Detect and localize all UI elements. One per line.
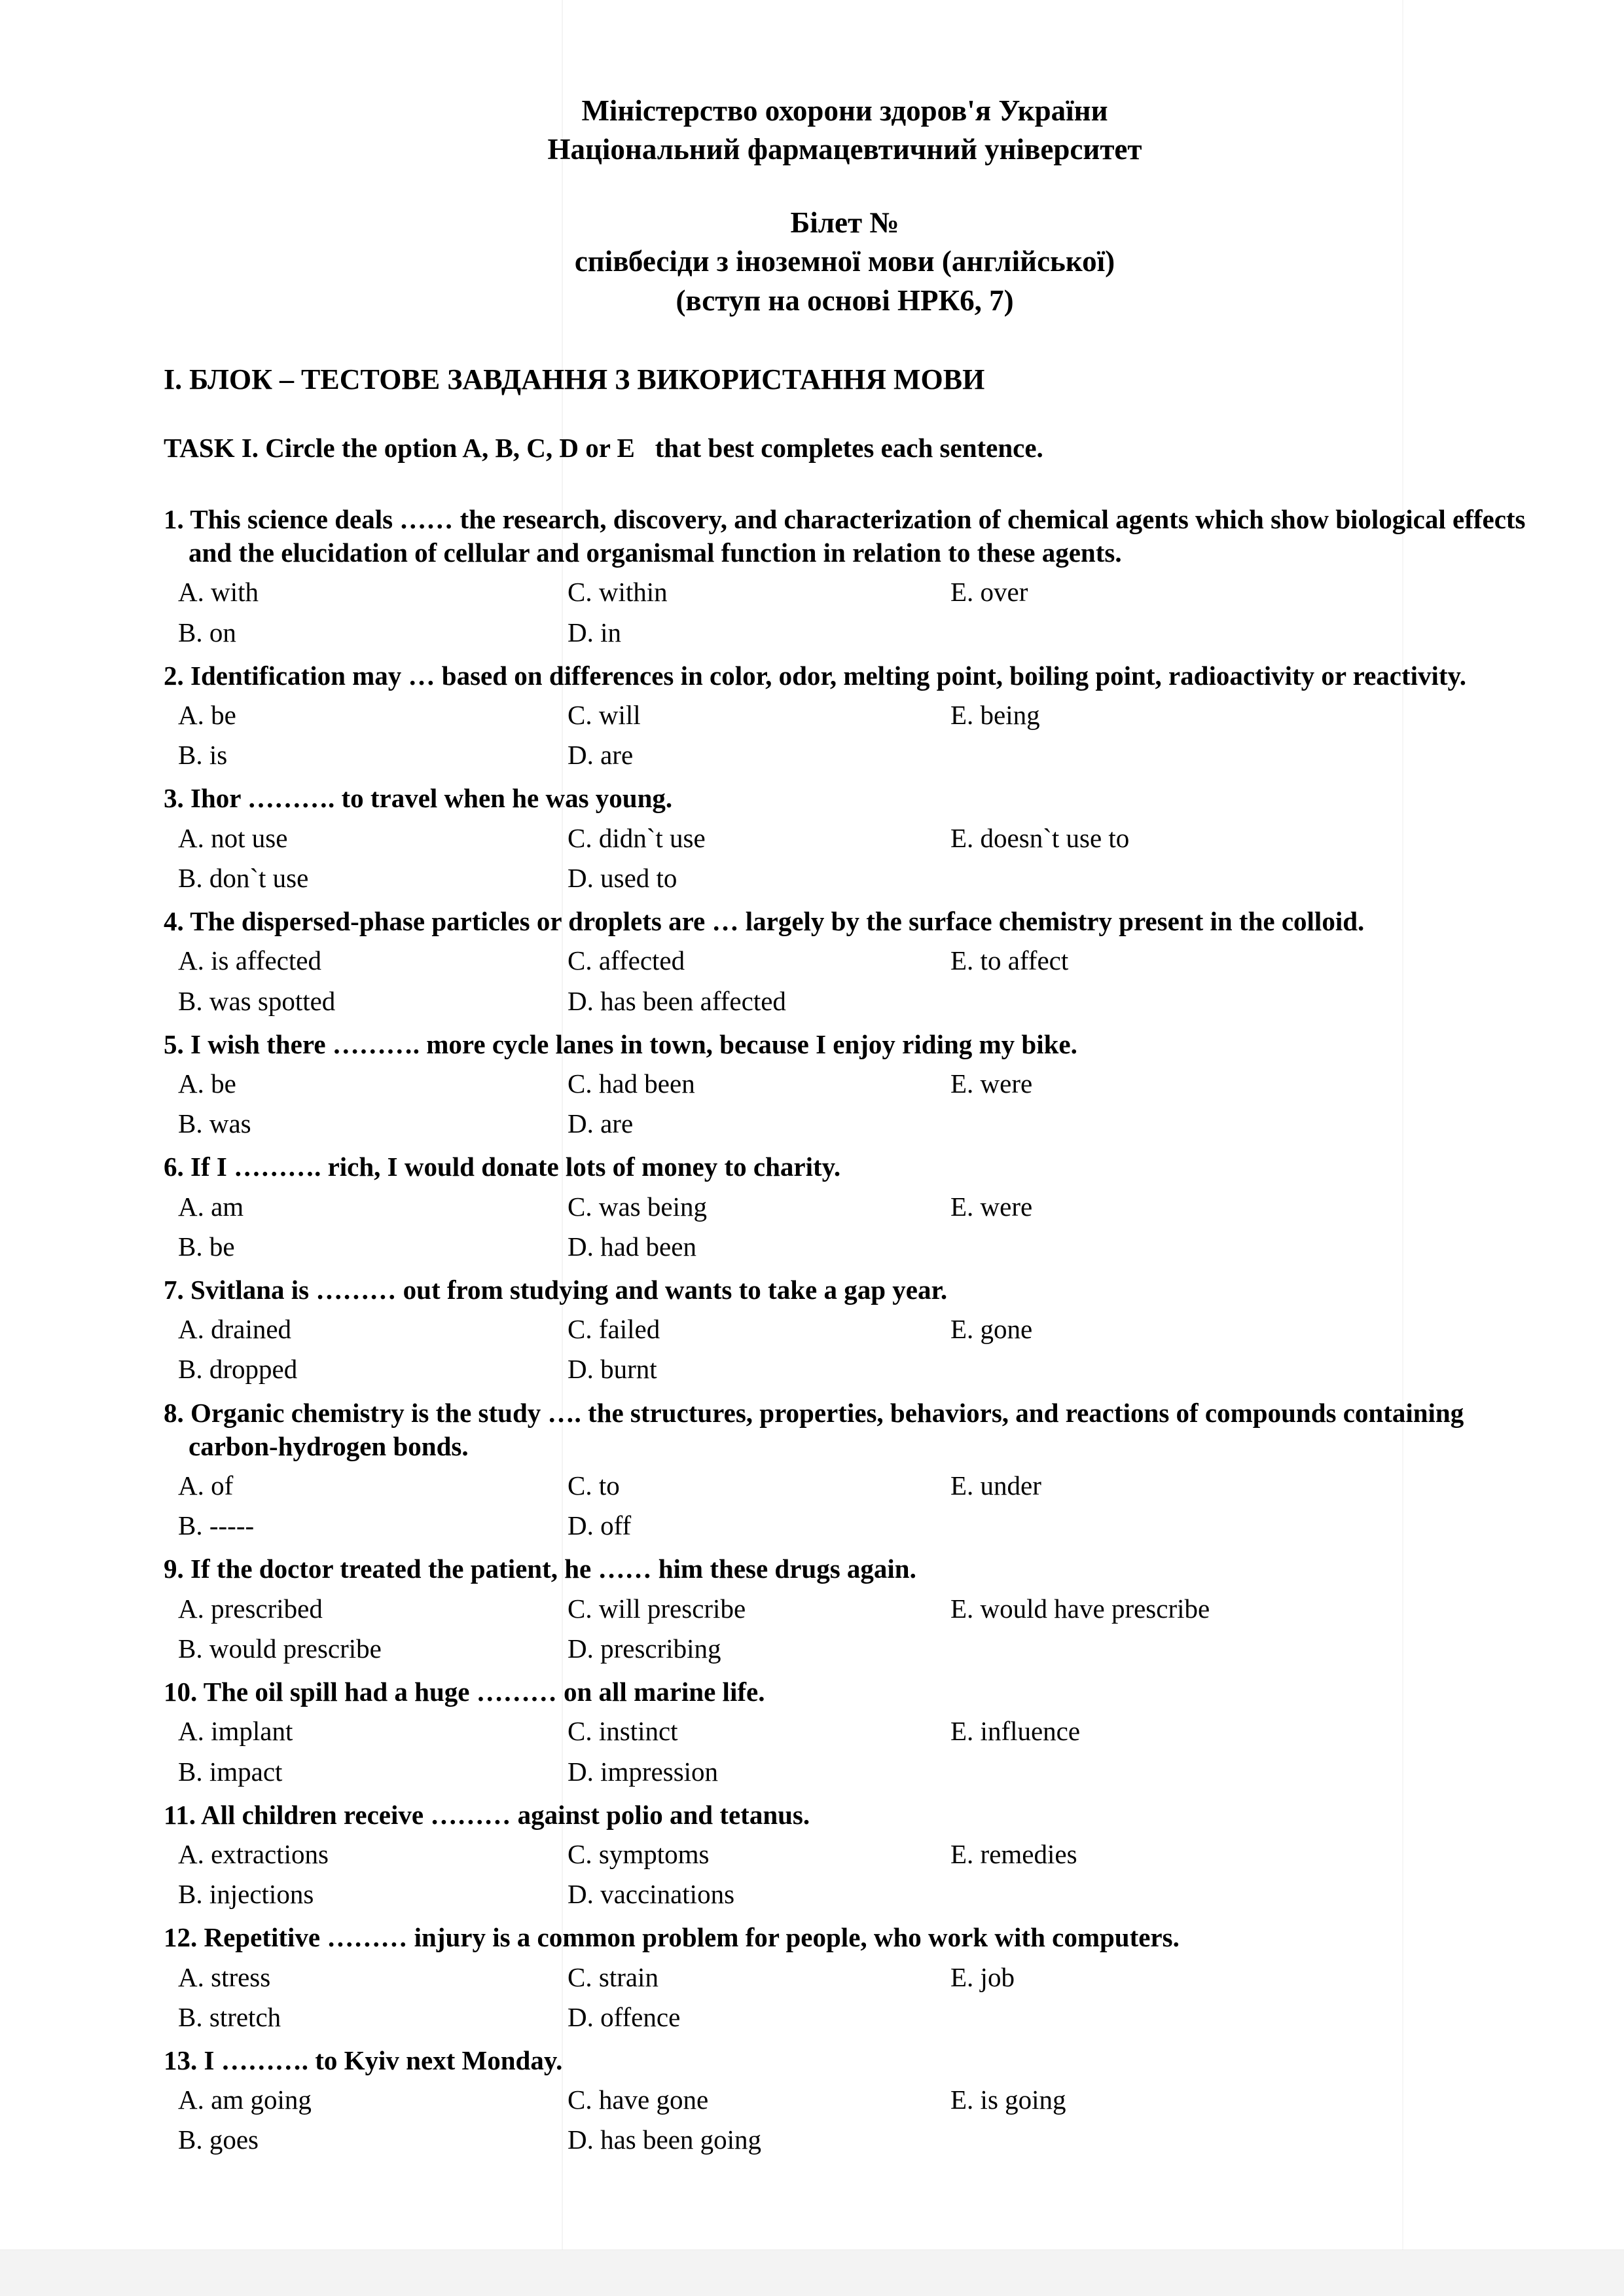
question-block xyxy=(164,1396,1526,1542)
option-D xyxy=(568,1633,950,1665)
university-line: Національний фармацевтичний університет xyxy=(547,133,1142,166)
option-text: is going xyxy=(980,2085,1066,2115)
option-text: with xyxy=(211,577,259,608)
question-number: 12. xyxy=(164,1922,198,1953)
option-text: stress xyxy=(211,1961,271,1992)
option-label: B. xyxy=(178,617,203,647)
question-block xyxy=(164,2044,1526,2157)
option-label: C. xyxy=(568,1314,592,1345)
option-text: goes xyxy=(209,2124,259,2155)
question-text: The oil spill had a huge ……… on all marine life. xyxy=(203,1677,765,1707)
option-A xyxy=(178,1715,568,1747)
option-label: B. xyxy=(178,1633,203,1664)
option-label: D. xyxy=(568,2001,594,2032)
option-text: has been affected xyxy=(600,985,786,1016)
question-stem xyxy=(164,1552,1526,1586)
option-E xyxy=(950,1313,1526,1345)
option-E xyxy=(950,1191,1526,1223)
option-label: E. xyxy=(950,1716,974,1747)
option-label: B. xyxy=(178,1756,203,1787)
option-text: on xyxy=(209,617,236,647)
option-text: is affected xyxy=(211,945,321,976)
options-grid xyxy=(164,2084,1526,2156)
option-text: have gone xyxy=(598,2085,709,2115)
ticket-number-line: Білет № xyxy=(790,206,899,239)
option-label: E. xyxy=(950,577,974,608)
question-stem xyxy=(164,659,1526,693)
option-B xyxy=(178,1510,568,1542)
option-label: B. xyxy=(178,740,203,771)
option-text: under xyxy=(980,1470,1041,1501)
option-label: A. xyxy=(178,1470,204,1501)
option-text: extractions xyxy=(211,1838,329,1869)
option-A xyxy=(178,1593,568,1625)
question-stem xyxy=(164,782,1526,815)
option-B xyxy=(178,1878,568,1910)
option-A xyxy=(178,1470,568,1502)
task-instruction: TASK I. Circle the option A, B, C, D or E that best completes each sentence. xyxy=(164,432,1043,463)
question-stem xyxy=(164,1273,1526,1307)
option-text: being xyxy=(980,700,1040,731)
option-label: D. xyxy=(568,617,594,647)
option-text: were xyxy=(980,1191,1033,1222)
option-E xyxy=(950,576,1526,608)
option-label: B. xyxy=(178,1108,203,1139)
options-grid xyxy=(164,945,1526,1017)
question-block xyxy=(164,659,1526,772)
option-label: C. xyxy=(568,2085,592,2115)
ticket-header xyxy=(164,204,1526,320)
option-D xyxy=(568,739,950,771)
question-text: All children receive ……… against polio and tetanus. xyxy=(201,1799,810,1830)
option-text: am xyxy=(211,1191,244,1222)
question-block xyxy=(164,782,1526,894)
option-label: D. xyxy=(568,1510,594,1541)
question-text: This science deals …… the research, discovery, and characterization of chemical agents which show biological effects and the elucidation of cellular and organismal function in relation to these agents. xyxy=(189,503,1526,568)
option-label: C. xyxy=(568,1191,592,1222)
option-C xyxy=(568,1470,950,1502)
option-label: E. xyxy=(950,2085,974,2115)
option-text: not use xyxy=(211,822,288,853)
question-list xyxy=(164,503,1526,2157)
option-text: would have prescribe xyxy=(980,1593,1210,1624)
option-label: E. xyxy=(950,1314,974,1345)
option-label: E. xyxy=(950,1470,974,1501)
option-E xyxy=(950,1715,1526,1747)
option-text: ----- xyxy=(209,1510,255,1541)
options-grid xyxy=(164,1191,1526,1263)
option-label: C. xyxy=(568,1838,592,1869)
option-B xyxy=(178,2124,568,2156)
question-block xyxy=(164,1150,1526,1263)
option-text: am going xyxy=(211,2085,312,2115)
option-text: in xyxy=(600,617,622,647)
option-B xyxy=(178,985,568,1017)
option-text: burnt xyxy=(600,1354,657,1385)
question-block xyxy=(164,905,1526,1017)
question-number: 3. xyxy=(164,783,184,814)
option-D xyxy=(568,617,950,649)
option-text: injections xyxy=(209,1879,314,1910)
option-label: B. xyxy=(178,1231,203,1262)
option-text: was xyxy=(209,1108,251,1139)
option-label: A. xyxy=(178,1593,204,1624)
option-E xyxy=(950,1961,1526,1994)
option-E xyxy=(950,2084,1526,2116)
option-C xyxy=(568,1593,950,1625)
question-number: 11. xyxy=(164,1799,196,1830)
question-stem xyxy=(164,1150,1526,1184)
option-text: within xyxy=(598,577,668,608)
option-A xyxy=(178,822,568,854)
option-label: D. xyxy=(568,2124,594,2155)
option-A xyxy=(178,1961,568,1994)
option-text: are xyxy=(600,1108,634,1139)
question-stem xyxy=(164,2044,1526,2077)
option-B xyxy=(178,1108,568,1140)
option-label: D. xyxy=(568,1231,594,1262)
question-number: 4. xyxy=(164,906,184,937)
option-label: C. xyxy=(568,1716,592,1747)
option-D xyxy=(568,1878,950,1910)
option-text: vaccinations xyxy=(600,1879,735,1910)
option-label: C. xyxy=(568,1593,592,1624)
option-B xyxy=(178,1633,568,1665)
option-C xyxy=(568,945,950,977)
option-text: over xyxy=(980,577,1028,608)
option-text: instinct xyxy=(598,1716,678,1747)
option-text: drained xyxy=(211,1314,292,1345)
option-A xyxy=(178,576,568,608)
option-label: B. xyxy=(178,1879,203,1910)
question-text: Ihor ………. to travel when he was young. xyxy=(190,783,673,814)
option-text: will prescribe xyxy=(598,1593,746,1624)
question-text: If I ………. rich, I would donate lots of money to charity. xyxy=(190,1152,841,1182)
option-label: A. xyxy=(178,1068,204,1099)
option-D xyxy=(568,1353,950,1385)
option-text: impact xyxy=(209,1756,283,1787)
option-label: A. xyxy=(178,1191,204,1222)
option-label: B. xyxy=(178,1510,203,1541)
option-A xyxy=(178,1068,568,1100)
option-text: symptoms xyxy=(598,1838,710,1869)
question-block xyxy=(164,1675,1526,1788)
option-B xyxy=(178,1353,568,1385)
option-text: used to xyxy=(600,862,677,893)
options-grid xyxy=(164,1068,1526,1140)
question-stem xyxy=(164,1028,1526,1061)
option-label: A. xyxy=(178,1314,204,1345)
option-text: impression xyxy=(600,1756,719,1787)
question-text: Repetitive ……… injury is a common problem for people, who work with computers. xyxy=(204,1922,1180,1953)
option-label: A. xyxy=(178,2085,204,2115)
question-text: I wish there ………. more cycle lanes in town, because I enjoy riding my bike. xyxy=(190,1029,1077,1059)
option-label: A. xyxy=(178,822,204,853)
question-stem xyxy=(164,503,1526,570)
option-E xyxy=(950,1838,1526,1870)
option-text: stretch xyxy=(209,2001,281,2032)
option-label: D. xyxy=(568,1633,594,1664)
options-grid xyxy=(164,1313,1526,1385)
question-block xyxy=(164,1921,1526,2033)
option-D xyxy=(568,1231,950,1263)
option-label: A. xyxy=(178,700,204,731)
option-text: be xyxy=(211,1068,236,1099)
document-header xyxy=(164,92,1526,170)
option-label: A. xyxy=(178,1716,204,1747)
option-label: E. xyxy=(950,1068,974,1099)
question-stem xyxy=(164,1396,1526,1464)
question-number: 2. xyxy=(164,660,184,691)
section-title: I. БЛОК – ТЕСТОВЕ ЗАВДАННЯ З ВИКОРИСТАННЯ МОВИ xyxy=(164,363,985,395)
option-label: C. xyxy=(568,1470,592,1501)
option-text: will xyxy=(598,700,641,731)
option-text: to xyxy=(598,1470,620,1501)
option-label: C. xyxy=(568,700,592,731)
option-C xyxy=(568,1961,950,1994)
option-text: was being xyxy=(598,1191,707,1222)
option-text: doesn`t use to xyxy=(980,822,1130,853)
question-number: 13. xyxy=(164,2045,198,2075)
option-text: off xyxy=(600,1510,632,1541)
option-label: A. xyxy=(178,1961,204,1992)
option-text: offence xyxy=(600,2001,681,2032)
option-label: E. xyxy=(950,1191,974,1222)
option-label: D. xyxy=(568,985,594,1016)
option-label: B. xyxy=(178,985,203,1016)
option-B xyxy=(178,739,568,771)
option-label: D. xyxy=(568,1879,594,1910)
option-E xyxy=(950,822,1526,854)
option-A xyxy=(178,1191,568,1223)
option-label: E. xyxy=(950,945,974,976)
option-label: D. xyxy=(568,1756,594,1787)
option-C xyxy=(568,822,950,854)
question-text: If the doctor treated the patient, he …… him these drugs again. xyxy=(190,1554,916,1584)
option-C xyxy=(568,2084,950,2116)
question-number: 9. xyxy=(164,1554,184,1584)
option-text: don`t use xyxy=(209,862,309,893)
option-text: failed xyxy=(598,1314,660,1345)
option-text: be xyxy=(209,1231,235,1262)
options-grid xyxy=(164,822,1526,894)
option-text: job xyxy=(980,1961,1015,1992)
option-E xyxy=(950,699,1526,731)
option-text: implant xyxy=(211,1716,293,1747)
question-text: The dispersed-phase particles or droplets are … largely by the surface chemistry present in the colloid. xyxy=(190,906,1365,937)
option-text: prescribed xyxy=(211,1593,323,1624)
option-A xyxy=(178,2084,568,2116)
option-label: C. xyxy=(568,822,592,853)
options-grid xyxy=(164,1715,1526,1787)
exam-subject-line: співбесіди з іноземної мови (англійської) xyxy=(574,245,1115,278)
option-D xyxy=(568,1108,950,1140)
option-C xyxy=(568,1715,950,1747)
question-text: Svitlana is ……… out from studying and wants to take a gap year. xyxy=(190,1274,948,1305)
question-number: 5. xyxy=(164,1029,184,1059)
question-stem xyxy=(164,1675,1526,1709)
option-E xyxy=(950,1470,1526,1502)
option-C xyxy=(568,1313,950,1345)
option-text: to affect xyxy=(980,945,1069,976)
question-stem xyxy=(164,905,1526,938)
question-text: Organic chemistry is the study …. the structures, properties, behaviors, and reactions of compounds containing carbon-hydrogen bonds. xyxy=(189,1397,1464,1461)
question-stem xyxy=(164,1798,1526,1832)
options-grid xyxy=(164,1961,1526,2033)
option-label: A. xyxy=(178,577,204,608)
option-E xyxy=(950,1068,1526,1100)
question-number: 10. xyxy=(164,1677,198,1707)
option-label: B. xyxy=(178,862,203,893)
option-label: A. xyxy=(178,945,204,976)
option-label: E. xyxy=(950,700,974,731)
option-label: D. xyxy=(568,740,594,771)
question-stem xyxy=(164,1921,1526,1954)
option-A xyxy=(178,1313,568,1345)
option-C xyxy=(568,1068,950,1100)
question-block xyxy=(164,503,1526,649)
option-label: C. xyxy=(568,1068,592,1099)
option-label: C. xyxy=(568,1961,592,1992)
option-label: B. xyxy=(178,1354,203,1385)
question-text: I ………. to Kyiv next Monday. xyxy=(204,2045,563,2075)
option-label: C. xyxy=(568,577,592,608)
option-text: remedies xyxy=(980,1838,1077,1869)
option-A xyxy=(178,945,568,977)
options-grid xyxy=(164,1470,1526,1542)
option-label: D. xyxy=(568,1354,594,1385)
option-D xyxy=(568,2001,950,2033)
option-D xyxy=(568,1510,950,1542)
option-text: of xyxy=(211,1470,234,1501)
question-number: 1. xyxy=(164,503,184,534)
option-B xyxy=(178,2001,568,2033)
question-text: Identification may … based on differences in color, odor, melting point, boiling point, radioactivity or reactivity. xyxy=(190,660,1467,691)
options-grid xyxy=(164,1593,1526,1665)
option-label: E. xyxy=(950,1593,974,1624)
option-C xyxy=(568,699,950,731)
option-label: E. xyxy=(950,1961,974,1992)
question-number: 6. xyxy=(164,1152,184,1182)
options-grid xyxy=(164,576,1526,648)
question-block xyxy=(164,1273,1526,1386)
question-number: 7. xyxy=(164,1274,184,1305)
option-text: are xyxy=(600,740,634,771)
option-A xyxy=(178,1838,568,1870)
option-label: D. xyxy=(568,862,594,893)
option-text: influence xyxy=(980,1716,1081,1747)
option-E xyxy=(950,945,1526,977)
option-label: E. xyxy=(950,1838,974,1869)
question-block xyxy=(164,1552,1526,1665)
option-label: A. xyxy=(178,1838,204,1869)
option-B xyxy=(178,617,568,649)
option-label: C. xyxy=(568,945,592,976)
option-text: prescribing xyxy=(600,1633,721,1664)
option-label: B. xyxy=(178,2001,203,2032)
option-E xyxy=(950,1593,1526,1625)
option-D xyxy=(568,2124,950,2156)
option-text: affected xyxy=(598,945,685,976)
option-text: would prescribe xyxy=(209,1633,382,1664)
option-text: were xyxy=(980,1068,1033,1099)
question-block xyxy=(164,1028,1526,1140)
option-label: B. xyxy=(178,2124,203,2155)
option-text: gone xyxy=(980,1314,1033,1345)
option-B xyxy=(178,862,568,894)
option-C xyxy=(568,576,950,608)
option-D xyxy=(568,1756,950,1788)
option-text: dropped xyxy=(209,1354,298,1385)
option-C xyxy=(568,1838,950,1870)
option-label: E. xyxy=(950,822,974,853)
option-text: was spotted xyxy=(209,985,336,1016)
option-text: is xyxy=(209,740,228,771)
question-block xyxy=(164,1798,1526,1911)
option-text: strain xyxy=(598,1961,659,1992)
options-grid xyxy=(164,1838,1526,1910)
option-text: had been xyxy=(600,1231,696,1262)
option-B xyxy=(178,1231,568,1263)
ministry-line: Міністерство охорони здоров'я України xyxy=(581,94,1108,127)
option-text: didn`t use xyxy=(598,822,706,853)
option-A xyxy=(178,699,568,731)
option-C xyxy=(568,1191,950,1223)
option-text: had been xyxy=(598,1068,695,1099)
scan-bottom-band xyxy=(0,2250,1624,2296)
option-B xyxy=(178,1756,568,1788)
admission-basis-line: (вступ на основі НРК6, 7) xyxy=(676,283,1014,317)
options-grid xyxy=(164,699,1526,771)
option-D xyxy=(568,985,950,1017)
option-text: has been going xyxy=(600,2124,762,2155)
option-label: D. xyxy=(568,1108,594,1139)
option-D xyxy=(568,862,950,894)
option-text: be xyxy=(211,700,236,731)
question-number: 8. xyxy=(164,1397,184,1428)
